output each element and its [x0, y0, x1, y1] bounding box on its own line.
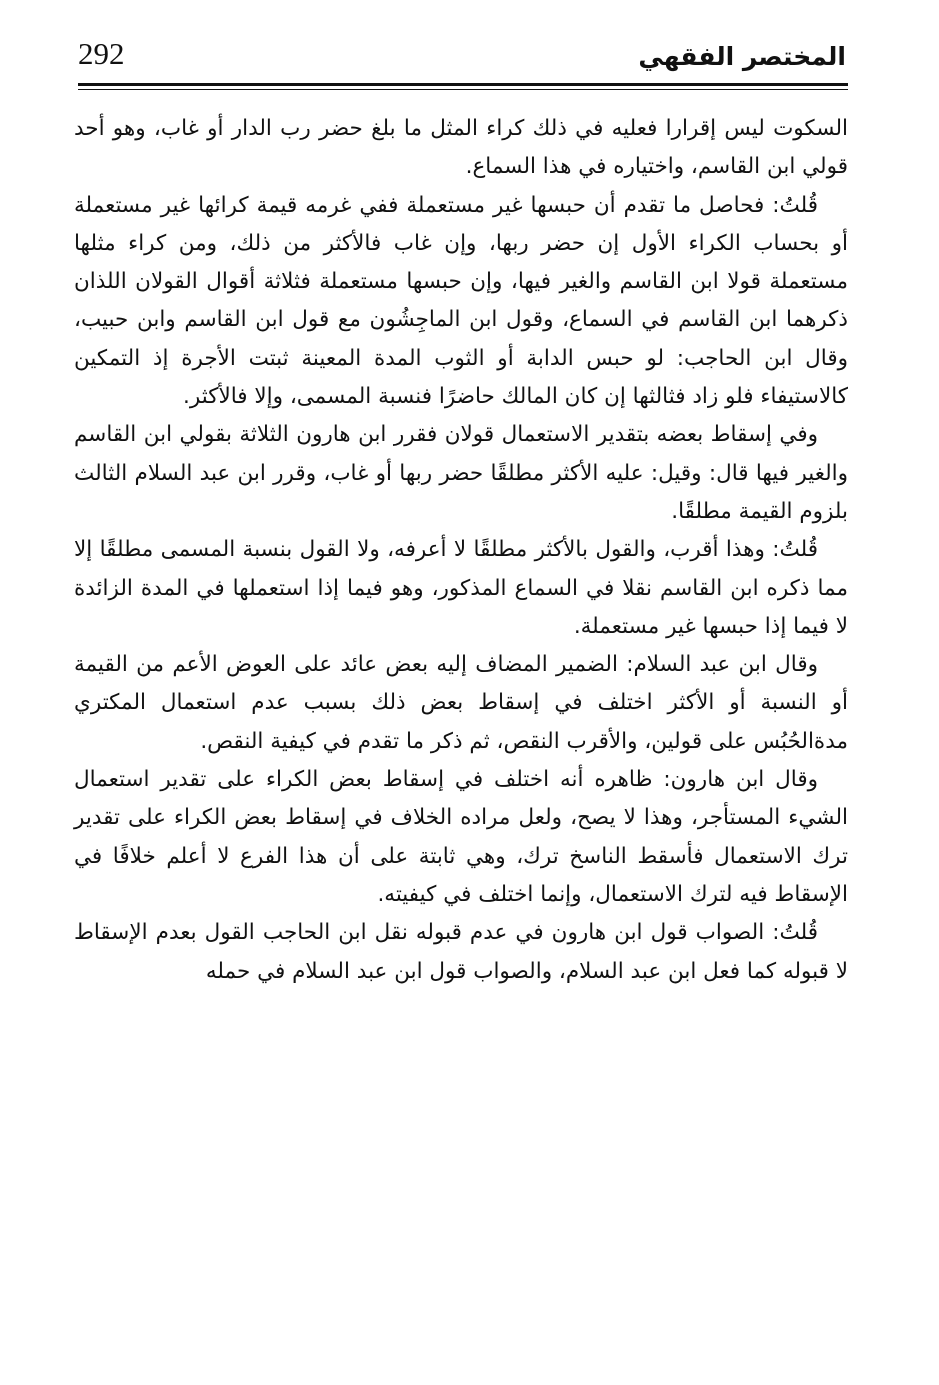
paragraph-5: وقال ابن عبد السلام: الضمير المضاف إليه بعض عائد على العوض الأعم من القيمة أو النسبة أو الأكثر اختلف في إسقاط بعض ذلك بسبب عدم استعمال المكتري مدةالحُبُس على قولين، والأقرب النقص، ثم ذكر ما تقدم في كيفية النقص. [74, 652, 848, 754]
paragraph-1: السكوت ليس إقرارا فعليه في ذلك كراء المثل ما بلغ حضر رب الدار أو غاب، وهو أحد قولي ابن القاسم، واختياره في هذا السماع. [74, 116, 848, 180]
paragraph-7: قُلتُ: الصواب قول ابن هارون في عدم قبوله نقل ابن الحاجب القول بعدم الإسقاط لا قبوله كما فعل ابن عبد السلام، والصواب قول ابن عبد السلام في حمله [74, 920, 848, 984]
page-header [78, 22, 848, 78]
header-rule-thin [78, 89, 848, 90]
page-number: 292 [78, 36, 125, 71]
paragraph-2: قُلتُ: فحاصل ما تقدم أن حبسها غير مستعملة ففي غرمه قيمة كرائها غير مستعملة أو بحساب الكراء الأول إن حضر ربها، وإن غاب فالأكثر من ذلك، ومن كراء مثلها مستعملة قولا ابن القاسم والغير فيها، وإن حبسها مستعملة فثلاثة أقوال القولان اللذان ذكرهما ابن القاسم في السماع، وقول ابن الماجِشُون مع قول ابن القاسم وابن حبيب، وقال ابن الحاجب: لو حبس الدابة أو الثوب المدة المعينة ثبتت الأجرة إذ التمكين كالاستيفاء فلو زاد فثالثها إن كان المالك حاضرًا فنسبة المسمى، وإلا فالأكثر. [74, 192, 848, 410]
paragraph-3: وفي إسقاط بعضه بتقدير الاستعمال قولان فقرر ابن هارون الثلاثة بقولي ابن القاسم والغير فيها قال: وقيل: عليه الأكثر مطلقًا حضر ربها أو غاب، وقرر ابن عبد السلام الثالث بلزوم القيمة مطلقًا. [74, 422, 848, 524]
running-title: المختصر الفقهي [638, 42, 846, 71]
header-rule-thick [78, 83, 848, 86]
paragraph-6: وقال ابن هارون: ظاهره أنه اختلف في إسقاط بعض الكراء على تقدير استعمال الشيء المستأجر، وهذا لا يصح، ولعل مراده الخلاف في إسقاط بعض الكراء على تقدير ترك الاستعمال فأسقط الناسخ ترك، وهي ثابتة على أن هذا الفرع لا أعلم خلافًا في الإسقاط فيه لترك الاستعمال، وإنما اختلف في كيفيته. [74, 767, 848, 907]
paragraph-4: قُلتُ: وهذا أقرب، والقول بالأكثر مطلقًا لا أعرفه، ولا القول بنسبة المسمى مطلقًا إلا مما ذكره ابن القاسم نقلا في السماع المذكور، وهو فيما إذا استعملها في المدة الزائدة لا فيما إذا حبسها غير مستعملة. [74, 537, 848, 639]
body-text [74, 110, 848, 991]
